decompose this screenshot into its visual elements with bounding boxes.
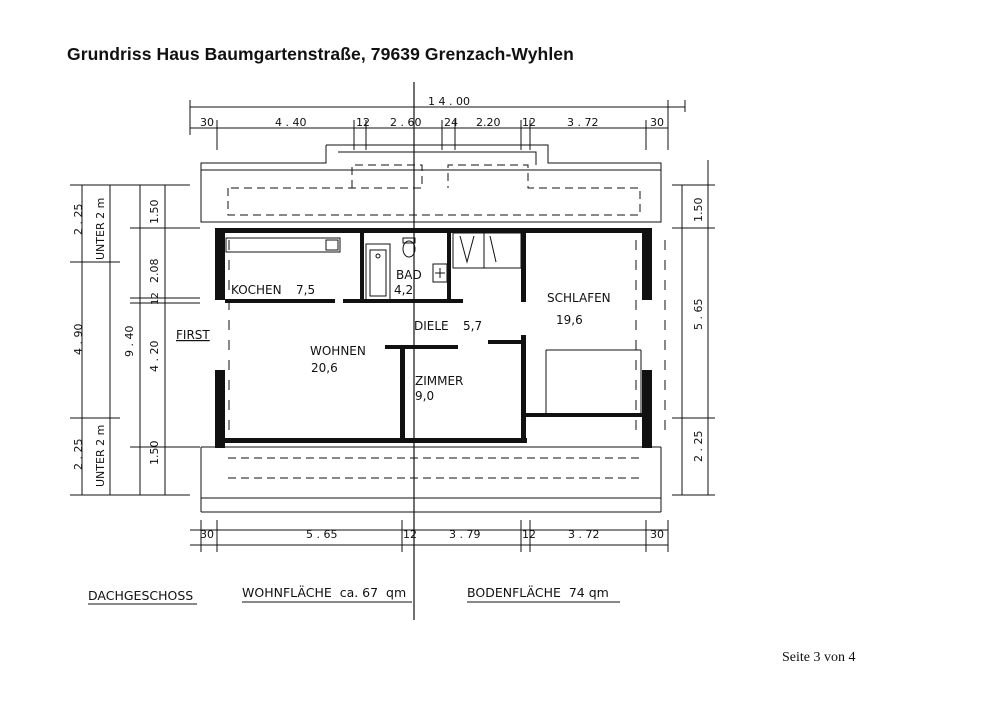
- room-label-bath: BAD: [396, 268, 422, 282]
- room-label-room: ZIMMER: [415, 374, 464, 388]
- room-label-hall: DIELE: [414, 319, 449, 333]
- dim-bottom: 3 . 72: [568, 528, 600, 541]
- dim-left-inner: 2.08: [148, 258, 161, 283]
- dim-left-inner: 4 . 20: [148, 340, 161, 372]
- dim-top: 30: [200, 116, 214, 129]
- dim-top: 2 . 60: [390, 116, 422, 129]
- dim-top: 3 . 72: [567, 116, 599, 129]
- dim-left-total: 9 . 40: [123, 325, 136, 357]
- dim-right: 5 . 65: [692, 298, 705, 330]
- dim-bottom: 12: [403, 528, 417, 541]
- dim-left-inner: 12: [150, 292, 161, 305]
- dim-bottom: 5 . 65: [306, 528, 338, 541]
- room-label-living: WOHNEN: [310, 344, 366, 358]
- dim-top-total: 1 4 . 00: [428, 95, 470, 108]
- page-number: Seite 3 von 4: [782, 650, 856, 665]
- floor-area-label: BODENFLÄCHE 74 qm: [467, 585, 609, 600]
- dim-left-under-height: UNTER 2 m: [94, 424, 107, 487]
- dim-left-outer: 2 . 25: [72, 203, 85, 235]
- ridge-label: FIRST: [176, 328, 210, 342]
- dim-bottom: 30: [200, 528, 214, 541]
- room-area-bedroom: 19,6: [556, 313, 583, 327]
- dim-bottom: 30: [650, 528, 664, 541]
- dim-bottom: 3 . 79: [449, 528, 481, 541]
- room-label-kitchen: KOCHEN: [231, 283, 282, 297]
- document-title: Grundriss Haus Baumgartenstraße, 79639 Grenzach-Wyhlen: [67, 44, 574, 64]
- dim-right: 1.50: [692, 197, 705, 222]
- dim-right: 2 . 25: [692, 430, 705, 462]
- dim-top: 12: [522, 116, 536, 129]
- room-area-bath: 4,2: [394, 283, 414, 297]
- dim-left-outer: 4 . 90: [72, 323, 85, 355]
- dim-top: 30: [650, 116, 664, 129]
- room-label-bedroom: SCHLAFEN: [547, 291, 611, 305]
- dim-top: 24: [444, 116, 458, 129]
- dim-left-inner: 1.50: [148, 440, 161, 465]
- dim-top: 12: [356, 116, 370, 129]
- living-area-label: WOHNFLÄCHE ca. 67 qm: [242, 585, 407, 600]
- dim-left-under-height: UNTER 2 m: [94, 197, 107, 260]
- dim-top: 2.20: [476, 116, 501, 129]
- dim-left-inner: 1.50: [148, 199, 161, 224]
- room-area-hall: 5,7: [463, 319, 483, 333]
- room-area-living: 20,6: [311, 361, 338, 375]
- room-area-kitchen: 7,5: [296, 283, 316, 297]
- dim-top: 4 . 40: [275, 116, 307, 129]
- level-label: DACHGESCHOSS: [88, 588, 194, 603]
- dim-left-outer: 2 . 25: [72, 438, 85, 470]
- dim-bottom: 12: [522, 528, 536, 541]
- room-area-room: 9,0: [415, 389, 435, 403]
